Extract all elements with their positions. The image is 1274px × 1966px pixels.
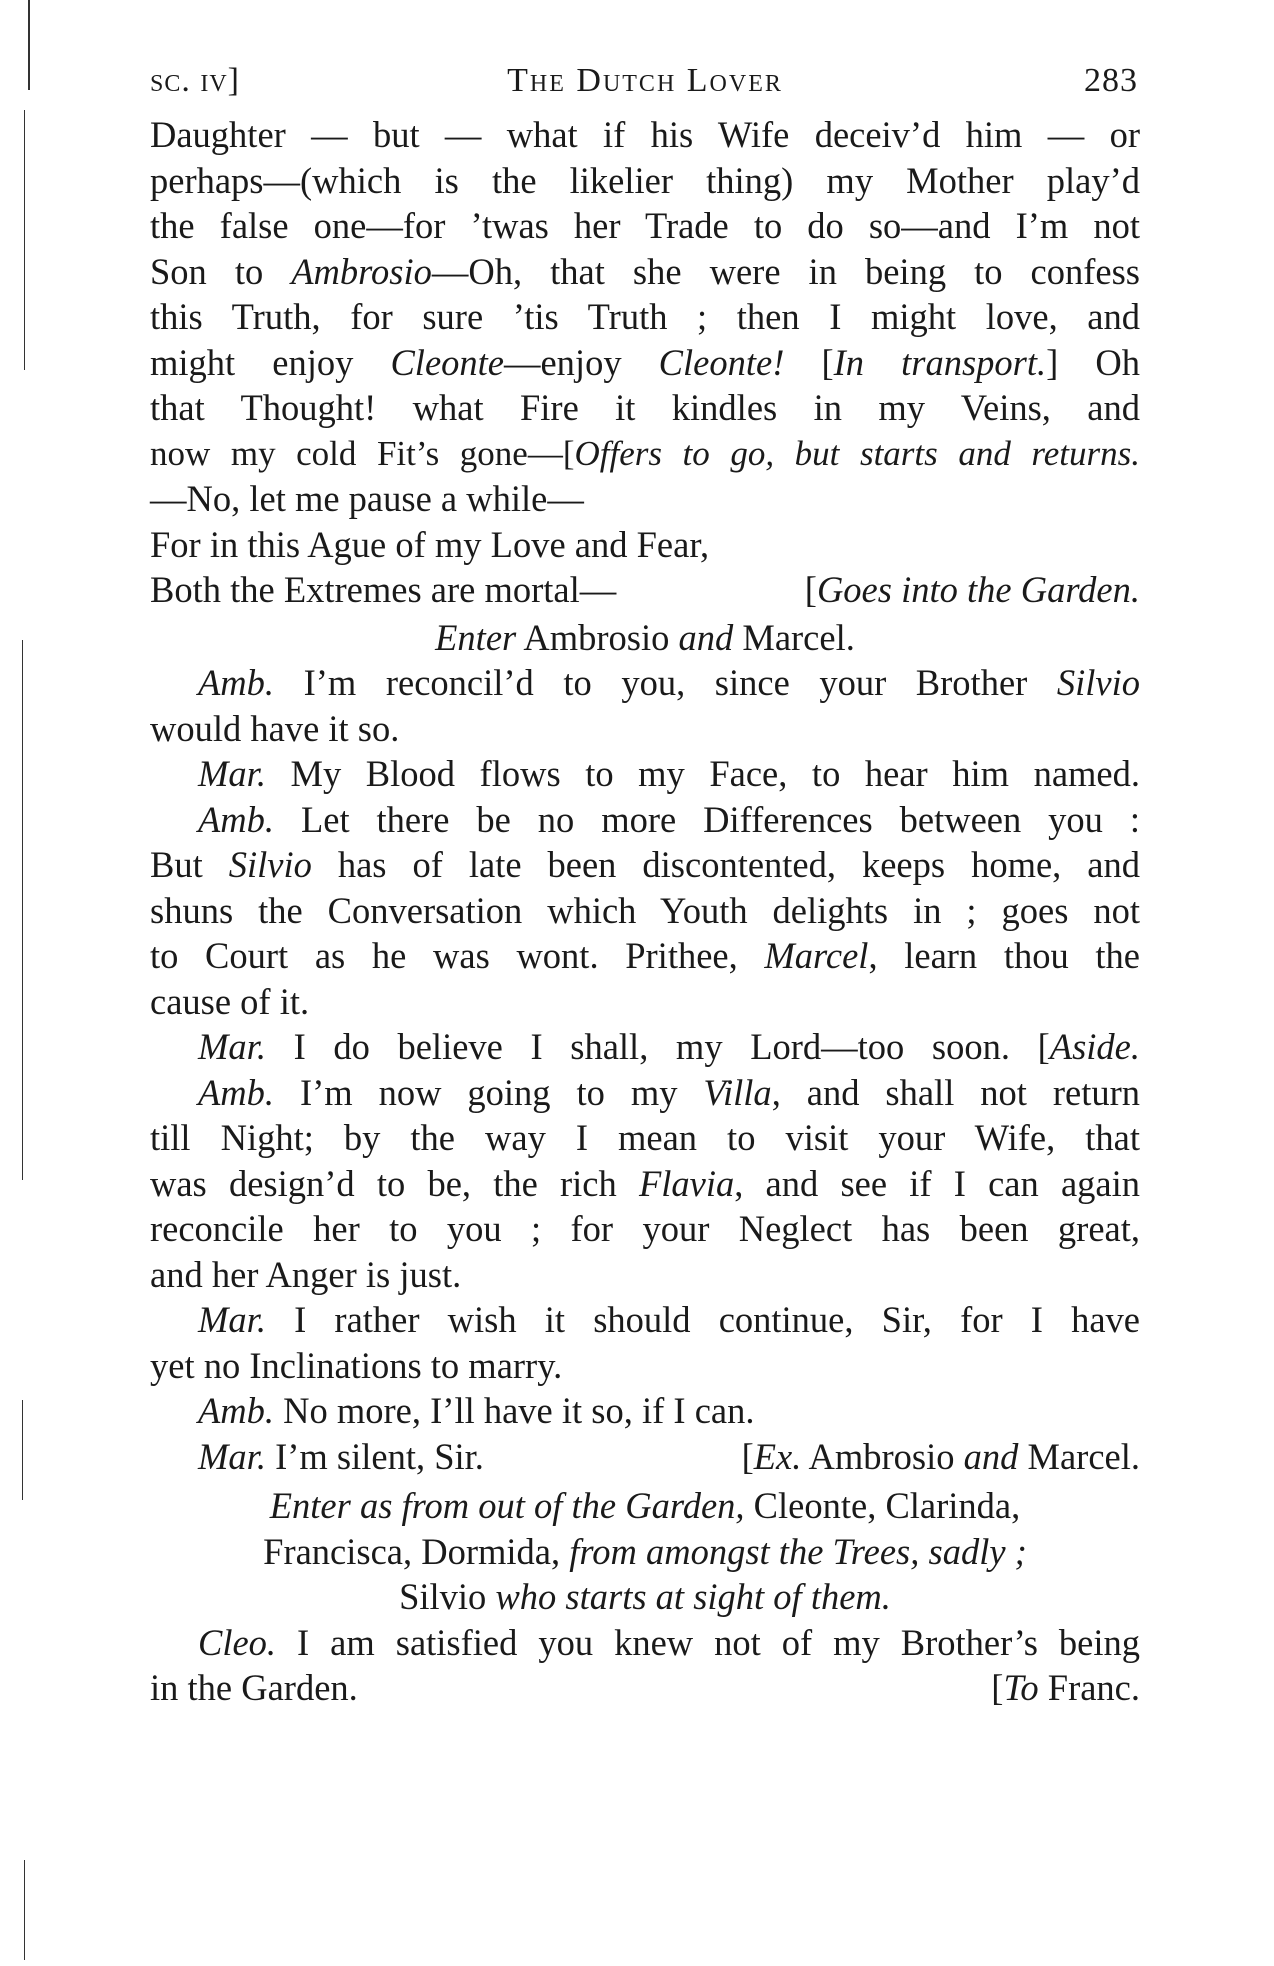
speaker-name: Amb. (198, 1390, 275, 1431)
text-line: might enjoy Cleonte—enjoy Cleonte! [In transport.] Oh (150, 341, 1140, 383)
text-line: till Night; by the way I mean to visit your Wife, that (150, 1117, 1140, 1158)
text-line: Son to Ambrosio—Oh, that she were in being to confess (150, 250, 1140, 292)
character-name: Ambrosio (291, 250, 432, 292)
stage-entry: Enter Ambrosio and Marcel. (435, 616, 855, 658)
dialogue-line: Amb. I’m now going to my Villa, and shall not return (198, 1071, 1141, 1113)
text-line: shuns the Conversation which Youth delights in ; goes not (150, 889, 1140, 931)
dialogue-line: Mar. I do believe I shall, my Lord—too soon. [Aside. (198, 1026, 1140, 1067)
stage-entry: Silvio who starts at sight of them. (399, 1576, 891, 1617)
text-line: Daughter — but — what if his Wife deceiv’d him — or (150, 114, 1140, 155)
running-header (150, 62, 1140, 112)
stage-entry: Enter as from out of the Garden, Cleonte, Clarinda, (269, 1485, 1021, 1526)
text-line: to Court as he was wont. Prithee, Marcel, learn thou the (150, 935, 1140, 976)
text-line: and her Anger is just. (150, 1253, 462, 1295)
text-line: But Silvio has of late been discontented, keeps home, and (150, 844, 1140, 885)
text-line: was design’d to be, the rich Flavia, and see if I can again (150, 1162, 1140, 1204)
text-line: now my cold Fit’s gone—[Offers to go, but starts and returns. (150, 433, 1140, 473)
text-line: would have it so. (150, 707, 400, 749)
dialogue-line: Cleo. I am satisfied you knew not of my Brother’s being (198, 1621, 1140, 1663)
scan-edge-mark (24, 1860, 25, 1960)
book-title: The Dutch Lover (507, 62, 783, 99)
text-line: perhaps—(which is the likelier thing) my Mother play’d (150, 159, 1140, 201)
speaker-name: Mar. (198, 753, 266, 794)
stage-direction: Aside. (1049, 1026, 1140, 1067)
dialogue-line: Amb. Let there be no more Differences between you : (198, 798, 1140, 840)
dialogue-line: Mar. My Blood flows to my Face, to hear him named. (198, 753, 1140, 794)
scan-edge-mark (22, 640, 23, 1180)
text-line: in the Garden. [To Franc. (150, 1667, 1140, 1708)
text-line: For in this Ague of my Love and Fear, (150, 523, 710, 565)
speaker-name: Amb. (198, 798, 275, 840)
scan-edge-mark (22, 1400, 23, 1500)
page-number: 283 (1084, 62, 1138, 99)
speaker-name: Mar. (198, 1026, 266, 1067)
text-line: —No, let me pause a while— (150, 478, 584, 519)
speaker-name: Amb. (198, 1071, 275, 1113)
dialogue-line: Mar. I rather wish it should continue, Sir, for I have (198, 1299, 1140, 1340)
stage-entry: Francisca, Dormida, from amongst the Trees, sadly ; (263, 1530, 1027, 1572)
speaker-name: Amb. (198, 662, 275, 703)
book-page (150, 62, 1140, 1711)
text-line: reconcile her to you ; for your Neglect has been great, (150, 1208, 1140, 1249)
dialogue-line: Amb. No more, I’ll have it so, if I can. (198, 1390, 755, 1431)
text-line: cause of it. (150, 980, 310, 1022)
dialogue-line: Mar. I’m silent, Sir. [Ex. Ambrosio and Marcel. (198, 1435, 1140, 1477)
stage-direction: Offers to go, but starts and returns. (574, 433, 1140, 473)
speaker-name: Mar. (198, 1299, 266, 1340)
speaker-name: Cleo. (198, 1621, 277, 1663)
scan-edge-mark (28, 0, 30, 90)
scene-marker: sc. iv] (150, 62, 241, 99)
text-line: that Thought! what Fire it kindles in my Veins, and (150, 387, 1140, 428)
text-line: this Truth, for sure ’tis Truth ; then I might love, and (150, 296, 1140, 337)
stage-direction: Goes into the Garden. (816, 569, 1140, 610)
dialogue-line: Amb. I’m reconcil’d to you, since your Brother Silvio (198, 662, 1140, 703)
speaker-name: Mar. (198, 1435, 266, 1477)
text-line: Both the Extremes are mortal— [Goes into the Garden. (150, 569, 1140, 610)
text-line: the false one—for ’twas her Trade to do so—and I’m not (150, 205, 1140, 246)
scan-edge-mark (24, 110, 25, 370)
text-line: yet no Inclinations to marry. (150, 1344, 563, 1386)
stage-direction: In transport. (833, 341, 1047, 383)
